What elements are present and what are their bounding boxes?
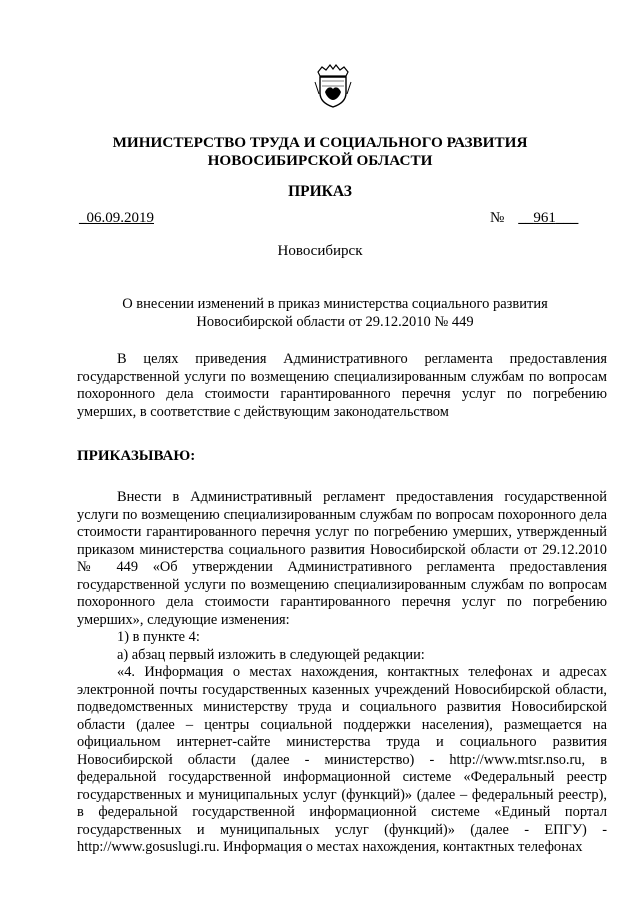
preamble <box>77 351 607 421</box>
order-date-prefix: _ <box>79 210 87 226</box>
order-subject <box>80 295 590 331</box>
order-number-suffix: ___ <box>555 210 579 226</box>
order-number <box>490 210 578 227</box>
order-number-value: 961 <box>533 210 556 226</box>
order-subject-line1: О внесении изменений в приказ министерства социального развития <box>122 296 548 312</box>
order-date-value: 06.09.2019 <box>86 210 154 226</box>
orders-label: ПРИКАЗЫВАЮ: <box>77 448 196 464</box>
city: Новосибирск <box>277 243 363 259</box>
body-paragraph-1: Внести в Административный регламент предоставления государственной услуги по возмещению специализированным службам по вопросам похоронного дела стоимости гарантированного перечня услуг по погребению умерших, утвержденный приказом министерства социального развития Новосибирской области от 29.12.2010 № 449 «Об утверждении Административного регламента предоставления государственной услуги по возмещению специализированным службам по вопросам похоронного дела стоимости гарантированного перечня услуг по погребению умерших», следующие изменения: <box>77 489 607 628</box>
order-number-label: № <box>490 210 505 226</box>
body-paragraph-3: а) абзац первый изложить в следующей редакции: <box>117 646 425 663</box>
body-paragraph-4: «4. Информация о местах нахождения, контактных телефонах и адресах электронной почты государственных казенных учреждений Новосибирской области, подведомственных министерству труда и социального развития Новосибирской области (далее – центры социальной поддержки населения), размещается на официальном интернет-сайте министерства труда и социального развития Новосибирской области (далее - министерство) - http://www.mtsr.nso.ru, в федеральной государственной информационной системе «Федеральный реестр государственных и муниципальных услуг (функций)» (далее – федеральный реестр), в федеральной государственной информационной системе «Единый портал государственных и муниципальных услуг (функций)» (далее - ЕПГУ) - http://www.gosuslugi.ru. Информация о местах нахождения, контактных телефонах <box>77 664 607 855</box>
order-body <box>77 489 607 857</box>
order-date <box>79 210 154 227</box>
ministry-title-line1: МИНИСТЕРСТВО ТРУДА И СОЦИАЛЬНОГО РАЗВИТИЯ <box>112 134 528 151</box>
ministry-title <box>0 134 640 170</box>
document-type: ПРИКАЗ <box>288 183 352 200</box>
ministry-title-line2: НОВОСИБИРСКОЙ ОБЛАСТИ <box>207 152 433 169</box>
coat-of-arms-icon <box>313 64 353 108</box>
order-subject-line2: Новосибирской области от 29.12.2010 № 449 <box>196 314 474 330</box>
body-paragraph-2: 1) в пункте 4: <box>117 629 200 645</box>
preamble-paragraph: В целях приведения Административного регламента предоставления государственной услуги по возмещению специализированным службам по вопросам похоронного дела стоимости гарантированного перечня услуг по погребению умерших, в соответствие с действующим законодательством <box>77 351 607 420</box>
order-number-prefix: __ <box>518 210 534 226</box>
